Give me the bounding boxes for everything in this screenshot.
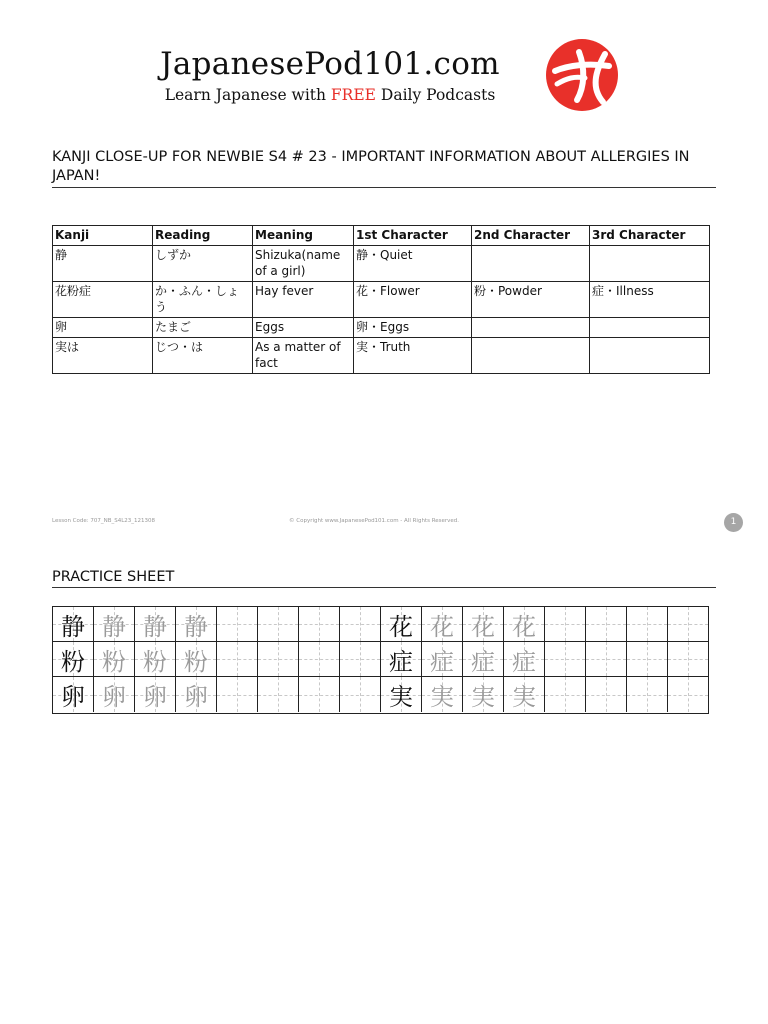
practice-trace-cell <box>135 677 176 712</box>
practice-empty-cell <box>340 607 381 642</box>
practice-empty-cell <box>340 642 381 677</box>
practice-empty-cell <box>668 642 708 677</box>
cell-3rd-character <box>590 318 710 338</box>
practice-trace-cell <box>422 677 463 712</box>
trace-kanji: 静 <box>143 612 167 641</box>
trace-kanji: 卵 <box>184 683 208 711</box>
model-kanji: 静 <box>61 612 85 641</box>
site-name: JapanesePod101.com <box>160 46 500 82</box>
tagline <box>130 86 530 104</box>
cell-3rd-character <box>590 246 710 282</box>
cell-meaning: Eggs <box>253 318 354 338</box>
trace-kanji: 実 <box>430 683 454 711</box>
practice-trace-cell <box>135 607 176 642</box>
cell-reading: たまご <box>153 318 253 338</box>
practice-empty-cell <box>668 607 708 642</box>
table-row <box>53 338 710 374</box>
practice-empty-cell <box>545 677 586 712</box>
cell-reading: か・ふん・しょう <box>153 282 253 318</box>
trace-kanji: 粉 <box>184 647 208 676</box>
practice-trace-cell <box>135 642 176 677</box>
cell-1st-character: 静・Quiet <box>354 246 472 282</box>
model-kanji: 実 <box>389 683 413 711</box>
practice-empty-cell <box>258 677 299 712</box>
trace-kanji: 卵 <box>102 683 126 711</box>
cell-kanji: 静 <box>53 246 153 282</box>
tagline-before: Learn Japanese with <box>164 86 331 104</box>
cell-kanji: 卵 <box>53 318 153 338</box>
practice-trace-cell <box>504 677 545 712</box>
practice-empty-cell <box>627 607 668 642</box>
practice-empty-cell <box>340 677 381 712</box>
trace-kanji: 症 <box>512 647 536 676</box>
cell-kanji: 実は <box>53 338 153 374</box>
trace-kanji: 粉 <box>102 647 126 676</box>
trace-kanji: 花 <box>471 612 495 641</box>
practice-empty-cell <box>258 607 299 642</box>
cell-kanji: 花粉症 <box>53 282 153 318</box>
lesson-title: KANJI CLOSE-UP FOR NEWBIE S4 # 23 - IMPORTANT INFORMATION ABOUT ALLERGIES IN JAPAN! <box>52 149 690 184</box>
practice-trace-cell <box>94 677 135 712</box>
cell-2nd-character: 粉・Powder <box>472 282 590 318</box>
header-2nd-character: 2nd Character <box>472 226 590 246</box>
header-1st-character: 1st Character <box>354 226 472 246</box>
header-3rd-character: 3rd Character <box>590 226 710 246</box>
header-meaning: Meaning <box>253 226 354 246</box>
cell-2nd-character <box>472 318 590 338</box>
trace-kanji: 症 <box>471 647 495 676</box>
trace-kanji: 静 <box>102 612 126 641</box>
practice-empty-cell <box>586 677 627 712</box>
practice-trace-cell <box>176 607 217 642</box>
practice-empty-cell <box>545 607 586 642</box>
practice-empty-cell <box>627 677 668 712</box>
practice-trace-cell <box>176 677 217 712</box>
cell-meaning: Shizuka(name of a girl) <box>253 246 354 282</box>
model-kanji: 症 <box>389 647 413 676</box>
practice-trace-cell <box>94 607 135 642</box>
practice-empty-cell <box>586 607 627 642</box>
trace-kanji: 静 <box>184 612 208 641</box>
practice-trace-cell <box>463 607 504 642</box>
practice-trace-cell <box>504 607 545 642</box>
cell-reading: しずか <box>153 246 253 282</box>
practice-model-cell <box>381 642 422 677</box>
copyright-notice: © Copyright www.JapanesePod101.com - All Rights Reserved. <box>289 518 460 524</box>
japanesepod101-logo-icon <box>545 38 619 112</box>
practice-model-cell <box>381 607 422 642</box>
cell-1st-character: 卵・Eggs <box>354 318 472 338</box>
cell-2nd-character <box>472 338 590 374</box>
tagline-after: Daily Podcasts <box>375 86 496 104</box>
practice-model-cell <box>53 677 94 712</box>
practice-trace-cell <box>422 642 463 677</box>
cell-3rd-character: 症・Illness <box>590 282 710 318</box>
practice-model-cell <box>381 677 422 712</box>
practice-empty-cell <box>217 677 258 712</box>
practice-model-cell <box>53 607 94 642</box>
model-kanji: 粉 <box>61 647 85 676</box>
table-row <box>53 282 710 318</box>
trace-kanji: 卵 <box>143 683 167 711</box>
cell-3rd-character <box>590 338 710 374</box>
cell-meaning: Hay fever <box>253 282 354 318</box>
header-kanji: Kanji <box>53 226 153 246</box>
trace-kanji: 実 <box>512 683 536 711</box>
practice-trace-cell <box>176 642 217 677</box>
practice-empty-cell <box>668 677 708 712</box>
practice-empty-cell <box>217 607 258 642</box>
practice-model-cell <box>53 642 94 677</box>
title-divider <box>52 187 716 188</box>
table-row <box>53 246 710 282</box>
practice-trace-cell <box>463 677 504 712</box>
vocab-table <box>52 225 710 374</box>
table-row <box>53 318 710 338</box>
practice-trace-cell <box>94 642 135 677</box>
model-kanji: 卵 <box>61 683 85 711</box>
practice-title: PRACTICE SHEET <box>52 569 175 585</box>
header-reading: Reading <box>153 226 253 246</box>
tagline-highlight: FREE <box>330 86 376 104</box>
practice-empty-cell <box>258 642 299 677</box>
cell-2nd-character <box>472 246 590 282</box>
trace-kanji: 症 <box>430 647 454 676</box>
practice-grid <box>52 606 709 714</box>
practice-empty-cell <box>299 677 340 712</box>
practice-empty-cell <box>217 642 258 677</box>
trace-kanji: 粉 <box>143 647 167 676</box>
trace-kanji: 実 <box>471 683 495 711</box>
practice-trace-cell <box>504 642 545 677</box>
cell-1st-character: 実・Truth <box>354 338 472 374</box>
cell-meaning: As a matter of fact <box>253 338 354 374</box>
trace-kanji: 花 <box>512 612 536 641</box>
cell-1st-character: 花・Flower <box>354 282 472 318</box>
practice-empty-cell <box>627 642 668 677</box>
practice-trace-cell <box>463 642 504 677</box>
trace-kanji: 花 <box>430 612 454 641</box>
page-number-badge: 1 <box>724 513 743 532</box>
cell-reading: じつ・は <box>153 338 253 374</box>
practice-trace-cell <box>422 607 463 642</box>
practice-empty-cell <box>586 642 627 677</box>
practice-divider <box>52 587 716 588</box>
practice-empty-cell <box>299 607 340 642</box>
lesson-code: Lesson Code: 707_NB_S4L23_121308 <box>52 518 156 524</box>
practice-empty-cell <box>545 642 586 677</box>
model-kanji: 花 <box>389 612 413 641</box>
practice-empty-cell <box>299 642 340 677</box>
vocab-header-row <box>53 226 710 246</box>
